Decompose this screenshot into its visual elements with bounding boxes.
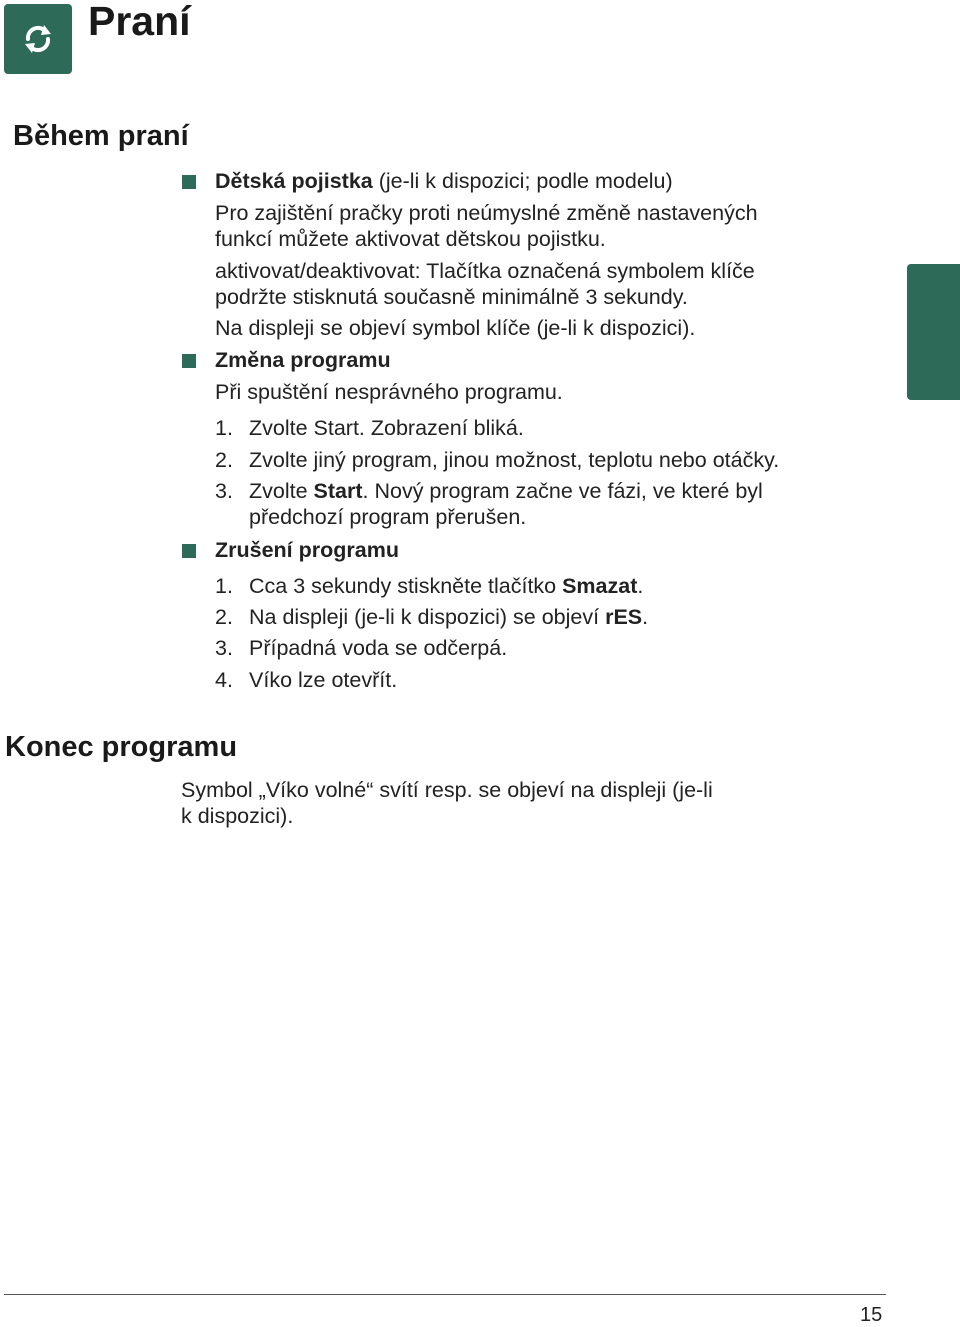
step-text: Zvolte	[249, 479, 314, 503]
child-lock-text-line: Pro zajištění pračky proti neúmyslné změně nastavených	[215, 201, 758, 225]
end-program-text-line: k dispozici).	[181, 804, 294, 828]
step-number: 3.	[215, 636, 233, 660]
bullet-square	[182, 544, 196, 558]
cancel-program-step: Víko lze otevřít.	[249, 668, 398, 692]
step-text: Cca 3 sekundy stiskněte tlačítko	[249, 574, 563, 598]
bullet-square	[182, 354, 196, 368]
smazat-label: Smazat	[562, 574, 638, 598]
start-label: Start	[313, 479, 363, 503]
child-lock-text-line: Na displeji se objeví symbol klíče (je-li k dispozici).	[215, 316, 696, 340]
change-program-step	[249, 478, 763, 504]
child-lock-text-line: aktivovat/deaktivovat: Tlačítka označená symbolem klíče	[215, 259, 755, 283]
child-lock-title-suffix: (je-li k dispozici; podle modelu)	[372, 169, 673, 193]
step-number: 2.	[215, 448, 233, 472]
child-lock-text-line: funkcí můžete aktivovat dětskou pojistku.	[215, 227, 606, 251]
child-lock-text-line: podržte stisknutá současně minimálně 3 sekundy.	[215, 285, 688, 309]
step-text: . Nový program začne ve fázi, ve které byl	[362, 479, 763, 503]
step-number: 1.	[215, 574, 233, 598]
child-lock-title-line	[215, 168, 673, 194]
footer-rule	[4, 1294, 886, 1295]
page-title: Praní	[88, 0, 191, 44]
step-number: 1.	[215, 416, 233, 440]
change-program-step: Zvolte jiný program, jinou možnost, teplotu nebo otáčky.	[249, 448, 780, 472]
step-text: Na displeji (je-li k dispozici) se objeví	[249, 605, 606, 629]
end-program-text-line: Symbol „Víko volné“ svítí resp. se objeví na displeji (je-li	[181, 778, 713, 802]
chapter-side-tab	[907, 264, 960, 400]
cancel-program-step: Případná voda se odčerpá.	[249, 636, 508, 660]
step-text: .	[642, 605, 649, 629]
change-program-step-continued: předchozí program přerušen.	[249, 505, 527, 529]
section-heading-during-wash: Během praní	[13, 120, 189, 152]
refresh-cycle-icon	[20, 21, 56, 57]
cancel-program-title: Zrušení programu	[215, 538, 399, 562]
section-icon-badge	[4, 4, 72, 74]
section-heading-end-program: Konec programu	[5, 731, 238, 763]
step-number: 3.	[215, 479, 233, 503]
child-lock-title: Dětská pojistka	[215, 169, 373, 193]
cancel-program-step	[249, 604, 648, 630]
cancel-program-step	[249, 573, 643, 599]
step-text: .	[637, 574, 644, 598]
change-program-step: Zvolte Start. Zobrazení bliká.	[249, 416, 524, 440]
step-number: 2.	[215, 605, 233, 629]
bullet-square	[182, 175, 196, 189]
page-number: 15	[860, 1304, 883, 1326]
step-number: 4.	[215, 668, 233, 692]
change-program-title: Změna programu	[215, 348, 391, 372]
change-program-intro: Při spuštění nesprávného programu.	[215, 380, 563, 404]
res-label: rES	[605, 605, 643, 629]
